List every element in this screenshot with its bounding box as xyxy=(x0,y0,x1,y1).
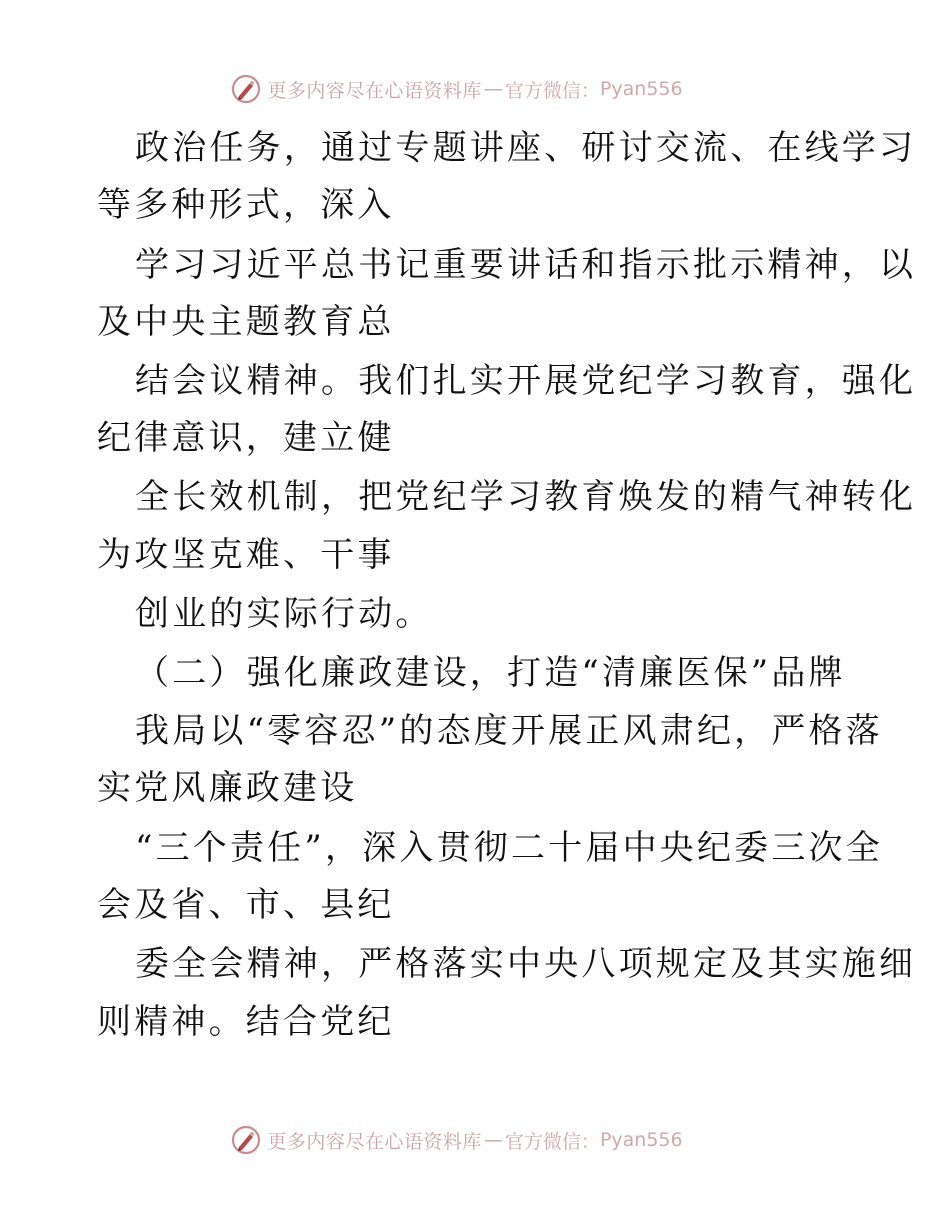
body-line: 会及省、市、县纪 xyxy=(97,885,395,925)
body-line: 结会议精神。我们扎实开展党纪学习教育，强化 xyxy=(135,361,917,401)
body-line: 政治任务，通过专题讲座、研讨交流、在线学习 xyxy=(135,128,917,168)
section-heading: （二）强化廉政建设，打造“清廉医保”品牌 xyxy=(135,653,846,693)
body-line: 则精神。结合党纪 xyxy=(97,1002,395,1042)
footer-watermark xyxy=(0,1123,950,1157)
body-line: 学习习近平总书记重要讲话和指示批示精神，以 xyxy=(135,245,917,285)
watermark-contact-id: Pyan556 xyxy=(599,1129,683,1151)
watermark-brand: 更多内容尽在心语资料库 xyxy=(267,1130,482,1153)
body-line: “三个责任”，深入贯彻二十届中央纪委三次全 xyxy=(135,828,883,868)
body-line: 创业的实际行动。 xyxy=(135,594,433,634)
header-watermark xyxy=(0,72,950,106)
body-line: 等多种形式，深入 xyxy=(97,185,395,225)
watermark-contact-id: Pyan556 xyxy=(599,78,683,100)
body-line: 全长效机制，把党纪学习教育焕发的精气神转化 xyxy=(135,477,917,517)
body-line: 我局以“零容忍”的态度开展正风肃纪，严格落 xyxy=(135,711,883,751)
body-line: 委全会精神，严格落实中央八项规定及其实施细 xyxy=(135,944,917,984)
watermark-contact-label: 官方微信： xyxy=(504,79,600,102)
body-line: 为攻坚克难、干事 xyxy=(97,535,395,575)
watermark-brand: 更多内容尽在心语资料库 xyxy=(267,79,482,102)
watermark-contact-label: 官方微信： xyxy=(504,1130,600,1153)
body-line: 及中央主题教育总 xyxy=(97,302,395,342)
pen-logo-icon xyxy=(231,74,261,104)
body-line: 实党风廉政建设 xyxy=(97,768,358,808)
watermark-separator: — xyxy=(483,1129,503,1151)
pen-logo-icon xyxy=(231,1125,261,1155)
watermark-separator: — xyxy=(483,78,503,100)
body-line: 纪律意识，建立健 xyxy=(97,418,395,458)
